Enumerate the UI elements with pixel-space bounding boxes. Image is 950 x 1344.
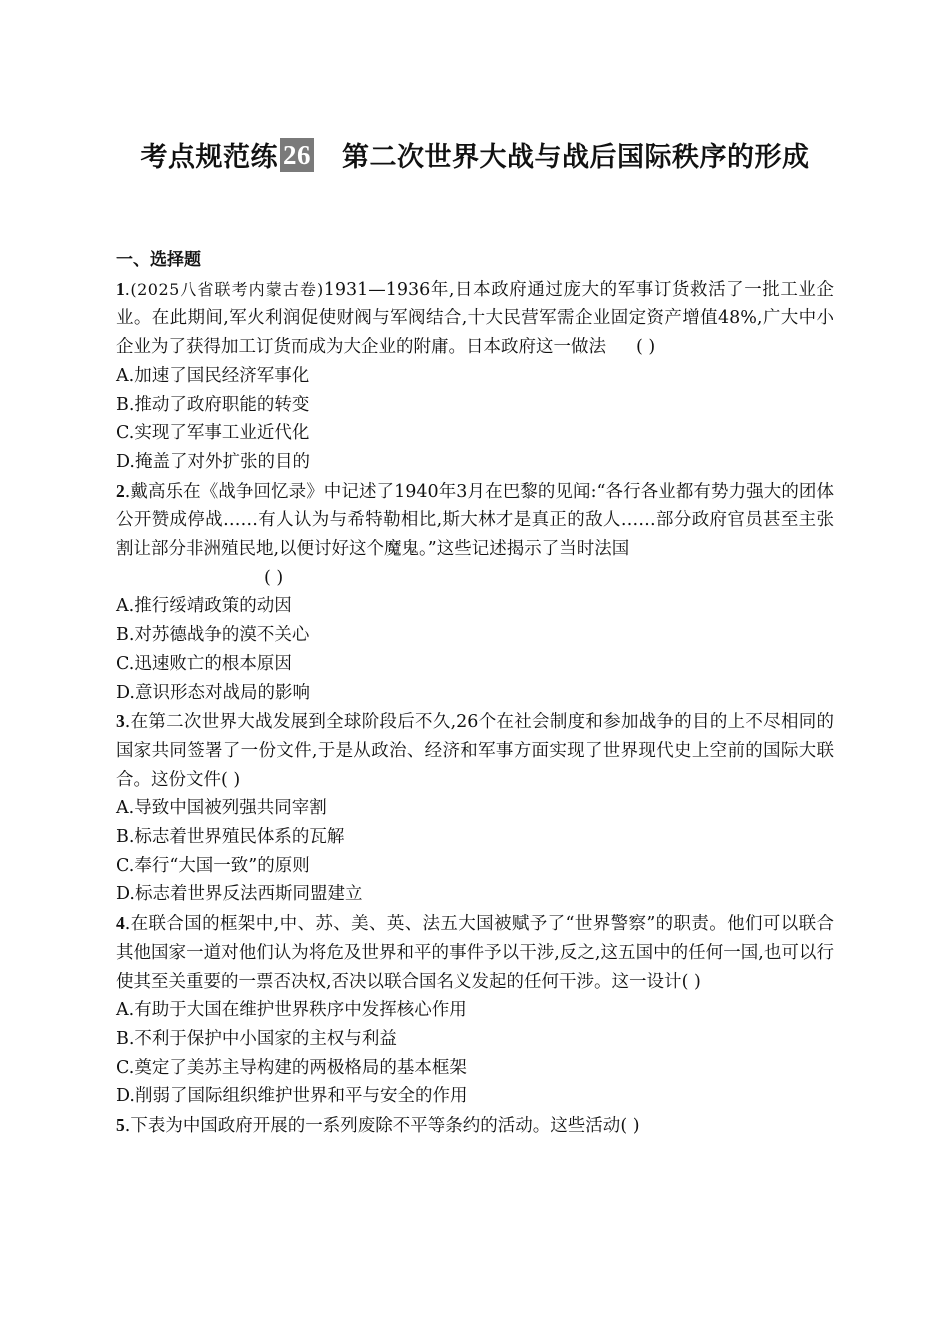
question-1: [116, 275, 834, 362]
question-number: 2: [116, 480, 125, 501]
question-stem: .戴高乐在《战争回忆录》中记述了1940年3月在巴黎的见闻:“各行各业都有势力强大的团体公开赞成停战……有人认为与希特勒相比,斯大林才是真正的敌人……部分政府官员甚至主张割让部分非洲殖民地,以便讨好这个魔鬼。”这些记述揭示了当时法国: [116, 481, 834, 560]
question-source: .(2025八省联考内蒙古卷): [124, 279, 324, 299]
option-a: A.推行绥靖政策的动因: [116, 596, 292, 617]
option-d: D.削弱了国际组织维护世界和平与安全的作用: [116, 1086, 468, 1107]
answer-paren: ( ): [620, 1116, 640, 1137]
answer-paren: ( ): [221, 769, 241, 790]
question-number: 3: [116, 711, 125, 732]
option-a: A.加速了国民经济军事化: [116, 365, 310, 386]
option-b: B.不利于保护中小国家的主权与利益: [116, 1028, 397, 1049]
option-b: B.对苏德战争的漠不关心: [116, 625, 310, 646]
option-d: D.标志着世界反法西斯同盟建立: [116, 884, 363, 905]
lesson-number-badge: 26: [280, 138, 314, 172]
question-number: 1: [116, 278, 125, 299]
option-d: D.掩盖了对外扩张的目的: [116, 451, 310, 472]
question-number: 5: [116, 1115, 125, 1136]
question-stem: .下表为中国政府开展的一系列废除不平等条约的活动。这些活动: [124, 1116, 621, 1137]
question-5: [116, 1111, 834, 1141]
option-b: B.推动了政府职能的转变: [116, 394, 310, 415]
option-b: B.标志着世界殖民体系的瓦解: [116, 827, 345, 848]
question-3: [116, 707, 834, 794]
option-a: A.导致中国被列强共同宰割: [116, 798, 327, 819]
question-stem: 1931—1936年,日本政府通过庞大的军事订货救活了一批工业企业。在此期间,军火利润促使财阀与军阀结合,十大民营军需企业固定资产增值48%,广大中小企业为了获得加工订货而成为大企业的附庸。日本政府这一做法: [116, 279, 834, 358]
title-prefix: 考点规范练: [140, 142, 278, 173]
page-title: [116, 128, 834, 188]
question-stem: .在联合国的框架中,中、苏、美、英、法五大国被赋予了“世界警察”的职责。他们可以联合其他国家一道对他们认为将危及世界和平的事件予以干涉,反之,这五国中的任何一国,也可以行使其至关重要的一票否决权,否决以联合国名义发起的任何干涉。这一设计: [116, 914, 835, 992]
question-list: [116, 246, 834, 1141]
option-c: C.奠定了美苏主导构建的两极格局的基本框架: [116, 1057, 467, 1078]
question-number: 4: [116, 913, 125, 934]
answer-paren: ( ): [264, 567, 284, 588]
option-c: C.实现了军事工业近代化: [116, 423, 310, 444]
question-stem: .在第二次世界大战发展到全球阶段后不久,26个在社会制度和参加战争的目的上不尽相同的国家共同签署了一份文件,于是从政治、经济和军事方面实现了世界现代史上空前的国际大联合。这份文件: [116, 712, 834, 790]
option-a: A.有助于大国在维护世界秩序中发挥核心作用: [116, 1000, 467, 1021]
title-main: 第二次世界大战与战后国际秩序的形成: [342, 142, 810, 173]
question-2: [116, 477, 834, 564]
option-c: C.奉行“大国一致”的原则: [116, 855, 310, 876]
answer-paren: ( ): [681, 971, 701, 992]
question-4: [116, 909, 834, 996]
section-heading: 一、选择题: [116, 250, 201, 270]
option-c: C.迅速败亡的根本原因: [116, 653, 292, 674]
answer-paren: ( ): [636, 337, 656, 358]
option-d: D.意识形态对战局的影响: [116, 682, 310, 703]
